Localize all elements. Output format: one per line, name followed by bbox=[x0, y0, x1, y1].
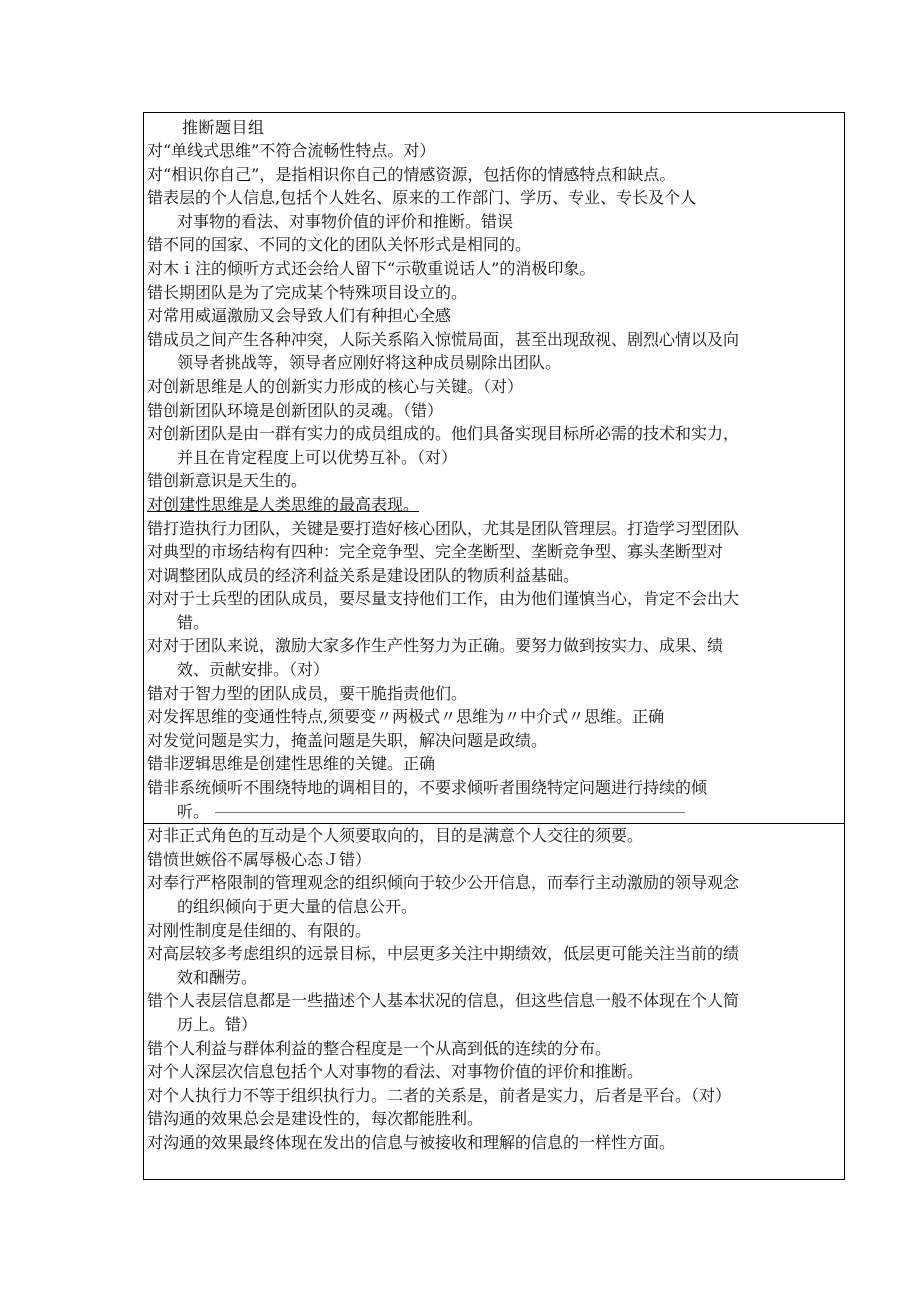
statement-item bbox=[144, 163, 844, 187]
statement-text: 错表层的个人信息,包括个人姓名、原来的工作部门、学历、专业、专长及个人 bbox=[147, 188, 697, 208]
statement-text: 对发挥思维的变通性特点,须要变〃两极式〃思维为〃中介式〃思维。正确 bbox=[147, 707, 665, 727]
statement-continuation: 错。 bbox=[177, 612, 210, 632]
statement-item bbox=[144, 469, 844, 493]
statement-item bbox=[144, 186, 844, 233]
statement-text: 错创新团队环境是创新团队的灵魂。（错） bbox=[147, 400, 444, 420]
statement-text: 错非系统倾听不围绕特地的调相目的，不要求倾听者围绕特定问题进行持续的倾 bbox=[147, 778, 708, 798]
statement-continuation: 领导者挑战等，领导者应刚好将这种成员剔除出团队。 bbox=[177, 353, 562, 373]
statement-item bbox=[144, 139, 844, 163]
statement-item bbox=[144, 493, 844, 517]
statement-text: 错不同的国家、不同的文化的团队关怀形式是相同的。 bbox=[147, 235, 532, 255]
statement-text: 对个人深层次信息包括个人对事物的看法、对事物价值的评价和推断。 bbox=[147, 1062, 644, 1082]
statement-item bbox=[144, 422, 844, 469]
statement-item bbox=[144, 564, 844, 588]
statement-item bbox=[144, 233, 844, 257]
statement-item bbox=[144, 1037, 844, 1061]
statement-text: 对常用威逼激励又会导致人们有种担心全感 bbox=[147, 306, 452, 326]
statement-item bbox=[144, 328, 844, 375]
statement-item bbox=[144, 375, 844, 399]
statement-text: 对奉行严格限制的管理观念的组织倾向于较少公开信息，而奉行主动激励的领导观念 bbox=[147, 873, 740, 893]
statement-text: 对木ｉ注的倾听方式还会给人留下“示敬重说话人”的消极印象。 bbox=[147, 258, 596, 278]
statement-item bbox=[144, 634, 844, 681]
statement-item bbox=[144, 587, 844, 634]
statement-text: 对对于士兵型的团队成员，要尽量支持他们工作，由为他们谨慎当心，肯定不会出大 bbox=[147, 589, 740, 609]
question-list bbox=[144, 139, 844, 1155]
statement-text: 对个人执行力不等于组织执行力。二者的关系是，前者是实力，后者是平台。（对） bbox=[147, 1085, 732, 1105]
statement-continuation: 效和酬劳。 bbox=[177, 967, 258, 987]
statement-continuation: 听。 bbox=[147, 800, 836, 824]
statement-item bbox=[144, 989, 844, 1036]
statement-text: 对典型的市场结构有四种：完全竞争型、完全垄断型、垄断竞争型、寡头垄断型对 bbox=[147, 542, 724, 562]
statement-text: 对“相识你自己”，是指相识你自己的情感资源，包括你的情感特点和缺点。 bbox=[147, 164, 676, 184]
blank-line bbox=[215, 812, 685, 813]
statement-text: 对刚性制度是佳细的、有限的。 bbox=[147, 920, 372, 940]
statement-item bbox=[144, 1060, 844, 1084]
section-title: 推断题目组 bbox=[182, 118, 265, 137]
statement-text: 错非逻辑思维是创建性思维的关键。正确 bbox=[147, 754, 436, 774]
statement-item bbox=[144, 824, 844, 848]
document-table bbox=[143, 112, 845, 1180]
statement-continuation: 并且在肯定程度上可以优势互补。（对） bbox=[177, 447, 458, 467]
statement-item bbox=[144, 752, 844, 776]
statement-text: 对“单线式思维”不符合流畅性特点。对） bbox=[147, 141, 436, 160]
statement-item bbox=[144, 776, 844, 824]
statement-text: 对高层较多考虑组织的远景目标，中层更多关注中期绩效，低层更可能关注当前的绩 bbox=[147, 944, 740, 964]
statement-text: 对对于团队来说，激励大家多作生产性努力为正确。要努力做到按实力、成果、绩 bbox=[147, 636, 724, 656]
statement-item bbox=[144, 1084, 844, 1108]
statement-text: 错愤世嫉俗不属辱极心态Ｊ错） bbox=[147, 849, 372, 869]
statement-continuation: 对事物的看法、对事物价值的评价和推断。错误 bbox=[177, 211, 514, 231]
statement-item bbox=[144, 705, 844, 729]
statement-text: 错打造执行力团队，关键是要打造好核心团队，尤其是团队管理层。打造学习型团队 bbox=[147, 518, 740, 538]
statement-text: 对创新团队是由一群有实力的成员组成的。他们具备实现目标所必需的技术和实力， bbox=[147, 424, 740, 444]
statement-text: 错对于智力型的团队成员，要干脆指责他们。 bbox=[147, 683, 468, 703]
statement-text: 对创建性思维是人类思维的最高表现。 bbox=[147, 494, 420, 514]
statement-text: 对沟通的效果最终体现在发出的信息与被接收和理解的信息的一样性方面。 bbox=[147, 1132, 676, 1152]
statement-item bbox=[144, 942, 844, 989]
statement-continuation: 的组织倾向于更大量的信息公开。 bbox=[177, 897, 418, 916]
statement-item bbox=[144, 919, 844, 943]
statement-text: 错成员之间产生各种冲突，人际关系陷入惊慌局面，甚至出现敌视、剧烈心情以及向 bbox=[147, 329, 740, 349]
statement-text: 错长期团队是为了完成某个特殊项目设立的。 bbox=[147, 282, 468, 302]
statement-text: 错创新意识是天生的。 bbox=[147, 471, 308, 491]
statement-text: 错沟通的效果总会是建设性的，每次都能胜利。 bbox=[147, 1109, 484, 1129]
statement-text: 对发觉问题是实力，掩盖问题是失职，解决问题是政绩。 bbox=[147, 730, 548, 750]
statement-continuation: 效、贡献安排。（对） bbox=[177, 660, 330, 680]
statement-item bbox=[144, 1107, 844, 1131]
statement-text: 错个人利益与群体利益的整合程度是一个从高到低的连续的分布。 bbox=[147, 1038, 612, 1058]
statement-item bbox=[144, 257, 844, 281]
statement-text: 错个人表层信息都是一些描述个人基本状况的信息，但这些信息一般不体现在个人简 bbox=[147, 991, 740, 1011]
statement-item bbox=[144, 848, 844, 872]
statement-item bbox=[144, 729, 844, 753]
statement-item bbox=[144, 1131, 844, 1155]
statement-item bbox=[144, 871, 844, 918]
statement-text: 对创新思维是人的创新实力形成的核心与关键。（对） bbox=[147, 376, 524, 396]
statement-text: 对调整团队成员的经济利益关系是建设团队的物质利益基础。 bbox=[147, 565, 580, 585]
statement-item bbox=[144, 682, 844, 706]
statement-text: 对非正式角色的互动是个人须要取向的，目的是满意个人交往的须要。 bbox=[147, 826, 644, 846]
statement-continuation: 历上。错） bbox=[177, 1014, 258, 1034]
statement-item bbox=[144, 281, 844, 305]
statement-item bbox=[144, 517, 844, 541]
statement-item bbox=[144, 540, 844, 564]
statement-item bbox=[144, 399, 844, 423]
statement-item bbox=[144, 304, 844, 328]
